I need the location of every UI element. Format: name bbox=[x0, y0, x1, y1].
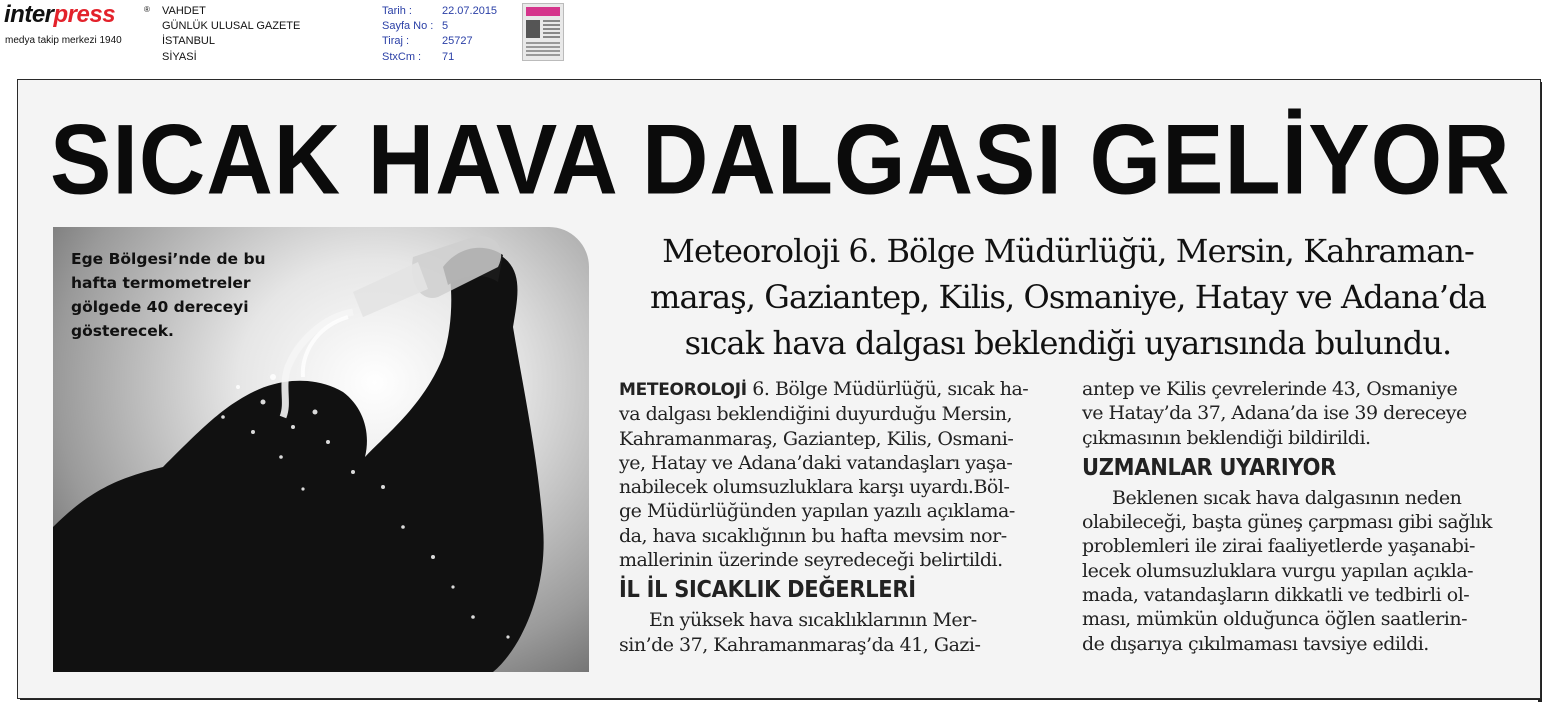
photo-caption: Ege Bölgesi’nde de bu hafta termometreler gölgede 40 dereceyi gösterecek. bbox=[71, 250, 266, 340]
meta-row-stxcm: StxCm : 71 bbox=[382, 50, 455, 63]
body-line: ması, mümkün olduğunca öğlen saatlerin- bbox=[1082, 608, 1467, 631]
article-column-1 bbox=[619, 377, 1039, 657]
registered-mark: ® bbox=[144, 5, 150, 14]
body-line: METEOROLOJİ 6. Bölge Müdürlüğü, sıcak ha- bbox=[619, 378, 1029, 400]
body-line: da, hava sıcaklığının bu hafta mevsim nor- bbox=[619, 524, 1007, 547]
body-line: mallerinin üzerinde seyredeceği belirtildi. bbox=[619, 549, 1003, 572]
body-line: de dışarıya çıkılmaması tavsiye edildi. bbox=[1082, 632, 1429, 655]
body-line: va dalgası beklendiğini duyurduğu Mersin, bbox=[619, 403, 1013, 426]
publication-category: SİYASİ bbox=[162, 50, 197, 63]
deck-line: Meteoroloji 6. Bölge Müdürlüğü, Mersin, Kahraman- bbox=[662, 232, 1474, 270]
body-line: olabileceği, başta güneş çarpması gibi sağlık bbox=[1082, 511, 1492, 534]
deck-line: maraş, Gaziantep, Kilis, Osmaniye, Hatay ve Adana’da bbox=[650, 278, 1486, 316]
news-clipping bbox=[17, 79, 1541, 699]
publication-name: VAHDET bbox=[162, 5, 206, 17]
logo-tagline: medya takip merkezi 1940 bbox=[5, 35, 122, 46]
meta-row-circulation: Tiraj : 25727 bbox=[382, 35, 473, 48]
body-line: mada, vatandaşların dikkatli ve tedbirli ol- bbox=[1082, 584, 1470, 607]
lead-word: METEOROLOJİ bbox=[619, 380, 747, 400]
body-line: ge Müdürlüğünden yapılan yazılı açıklama- bbox=[619, 500, 1015, 523]
body-line: antep ve Kilis çevrelerinde 43, Osmaniye bbox=[1082, 378, 1458, 400]
article-column-2 bbox=[1082, 377, 1522, 656]
clipping-header bbox=[0, 0, 1543, 78]
subheading-experts-warn: UZMANLAR UYARIYOR bbox=[1082, 454, 1336, 481]
deck-line: sıcak hava dalgası beklendiği uyarısında bulundu. bbox=[684, 324, 1452, 362]
publication-info bbox=[162, 4, 300, 65]
article-deck bbox=[618, 228, 1518, 366]
publication-type: GÜNLÜK ULUSAL GAZETE bbox=[162, 20, 301, 33]
body-line: En yüksek hava sıcaklıklarının Mer- bbox=[649, 609, 977, 632]
subheading-temperatures: İL İL SICAKLIK DEĞERLERİ bbox=[619, 576, 916, 604]
clipping-meta bbox=[382, 4, 497, 65]
body-line: ve Hatay’da 37, Adana’da ise 39 dereceye bbox=[1082, 402, 1467, 425]
body-line: Beklenen sıcak hava dalgasının neden bbox=[1112, 486, 1462, 509]
publication-city: İSTANBUL bbox=[162, 35, 215, 48]
headline: SICAK HAVA DALGASI GELİYOR bbox=[50, 104, 1511, 216]
article-photo bbox=[53, 227, 589, 672]
body-line: ye, Hatay ve Adana’daki vatandaşları yaşa- bbox=[619, 451, 1013, 474]
body-line: çıkmasının beklendiği bildirildi. bbox=[1082, 426, 1371, 449]
body-line: sin’de 37, Kahramanmaraş’da 41, Gazi- bbox=[619, 633, 981, 656]
meta-row-date: Tarih : 22.07.2015 bbox=[382, 5, 498, 17]
logo-wordmark: interpress bbox=[4, 1, 116, 28]
body-line: nabilecek olumsuzluklara karşı uyardı.Böl- bbox=[619, 476, 1010, 499]
body-line: problemleri ile zirai faaliyetlerde yaşanabi- bbox=[1082, 535, 1475, 558]
meta-row-page: Sayfa No : 5 bbox=[382, 20, 449, 33]
body-line: lecek olumsuzluklara vurgu yapılan açıkla- bbox=[1082, 559, 1474, 582]
page-thumbnail[interactable] bbox=[522, 3, 564, 61]
body-line: Kahramanmaraş, Gaziantep, Kilis, Osmani- bbox=[619, 427, 1014, 450]
interpress-logo bbox=[4, 2, 154, 52]
